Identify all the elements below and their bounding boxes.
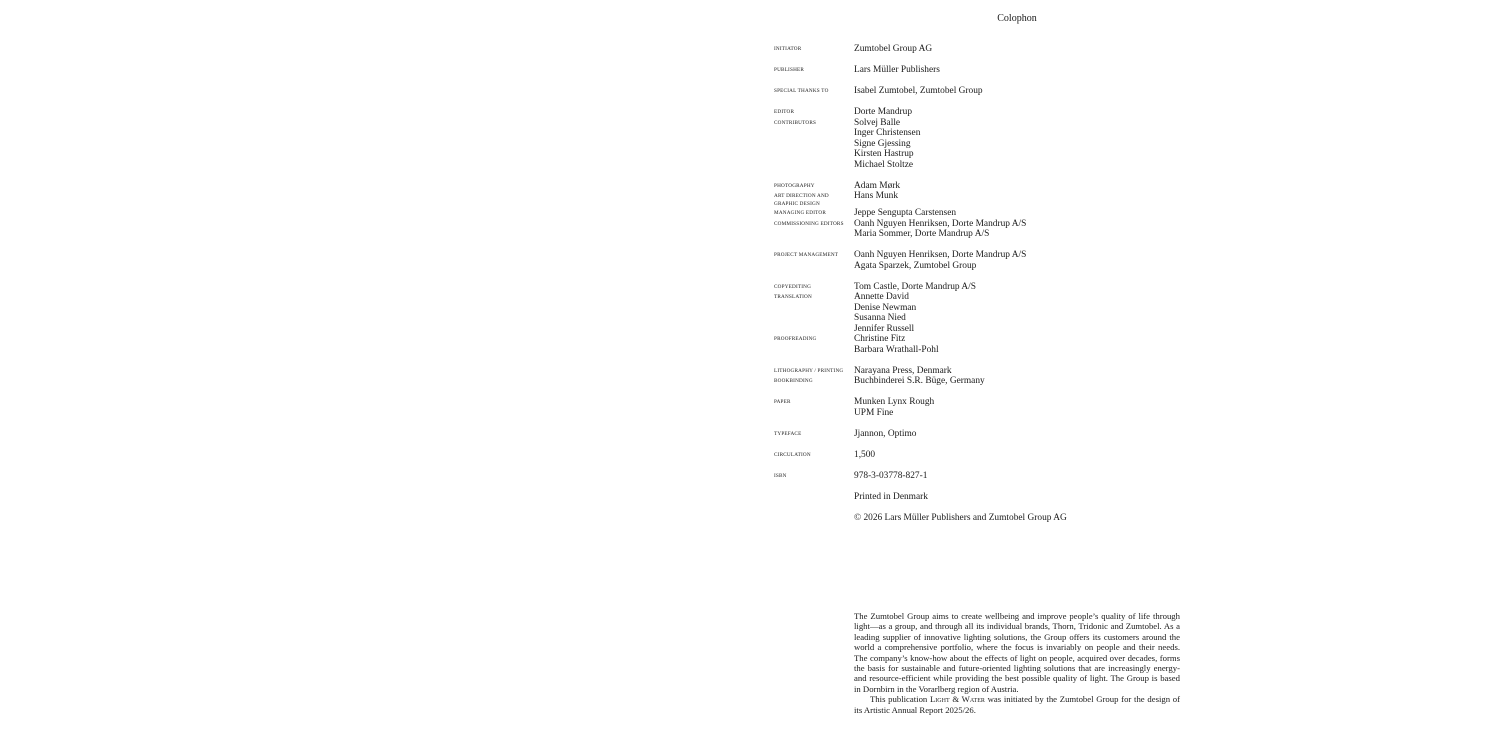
credit-name: 1,500 (854, 449, 876, 460)
credit-row (774, 250, 1194, 271)
credit-name: Oanh Nguyen Henriksen, Dorte Mandrup A/S (854, 250, 1027, 260)
credit-label: BOOKBINDING (774, 378, 813, 384)
credit-names (854, 250, 1194, 271)
credit-group (774, 107, 1194, 170)
credit-row (774, 366, 1194, 377)
credit-group (774, 86, 1194, 97)
credit-name: Jennifer Russell (854, 323, 915, 334)
credit-label: TRANSLATION (774, 294, 812, 300)
credit-name: Jjannon, Optimo (854, 428, 917, 439)
credit-label: PROJECT MANAGEMENT (774, 252, 839, 258)
credit-row (774, 282, 1194, 293)
about-paragraph (854, 694, 1180, 715)
credit-label: MANAGING EDITOR (774, 210, 827, 216)
credit-name: Zumtobel Group AG (854, 44, 933, 54)
credit-names (854, 44, 1194, 55)
credit-label: CIRCULATION (774, 451, 811, 458)
credit-names (854, 65, 1194, 76)
credit-label: EDITOR (774, 109, 795, 115)
credit-label: COMMISSIONING EDITORS (774, 220, 844, 227)
credit-group (774, 44, 1194, 55)
credit-row (774, 107, 1194, 118)
credit-name: Dorte Mandrup (854, 107, 913, 117)
credit-name: Narayana Press, Denmark (854, 365, 952, 376)
credit-name: Kirsten Hastrup (854, 149, 914, 159)
credit-names (854, 107, 1194, 118)
credit-row (774, 118, 1194, 171)
credit-names (854, 282, 1194, 293)
credit-group (774, 366, 1194, 387)
credit-names (854, 492, 1194, 503)
credit-names (854, 376, 1194, 387)
credit-name: Oanh Nguyen Henriksen, Dorte Mandrup A/S (854, 218, 1027, 229)
credit-name: Barbara Wrathall-Pohl (854, 344, 939, 355)
credit-row (774, 219, 1194, 240)
credit-name: Munken Lynx Rough (854, 397, 935, 407)
credit-names (854, 86, 1194, 97)
credit-group (774, 282, 1194, 356)
credit-names (854, 366, 1194, 377)
about-text (854, 611, 1180, 715)
credit-row (774, 191, 1194, 208)
credit-group (774, 450, 1194, 461)
credit-name: Maria Sommer, Dorte Mandrup A/S (854, 229, 990, 239)
credit-label: PHOTOGRAPHY (774, 182, 815, 189)
credit-row (774, 208, 1194, 219)
credit-row (774, 492, 1194, 503)
credit-row (774, 292, 1194, 334)
credit-names (854, 450, 1194, 461)
credit-name: Printed in Denmark (854, 491, 928, 502)
page-title: Colophon (997, 13, 1037, 24)
credit-name: Jeppe Sengupta Carstensen (854, 208, 957, 218)
credit-name: Michael Stoltze (854, 159, 914, 170)
credit-name: 978-3-03778-827-1 (854, 470, 928, 481)
credit-group (774, 65, 1194, 76)
credit-row (774, 44, 1194, 55)
credit-names (854, 181, 1194, 192)
credit-name: Inger Christensen (854, 128, 921, 138)
credit-row (774, 471, 1194, 482)
credit-label: SPECIAL THANKS TO (774, 88, 829, 94)
credit-row (774, 376, 1194, 387)
credit-name: Adam Mørk (854, 180, 901, 191)
about-paragraph: The Zumtobel Group aims to create wellbeing and improve people’s quality of life through light—as a group, and through all its individual brands, Thorn, Tridonic and Zumtobel. As a leading supplier of innovative lighting solutions, the Group offers its customers around the world a comprehensive portfolio, where the focus is invariably on people and their needs. The company’s know-how about the effects of light on people, acquired over decades, forms the basis for sustainable and future-oriented lighting solutions that are increasingly energy- and resource-efficient while providing the best possible quality of light. The Group is based in Dornbirn in the Vorarlberg region of Austria. (854, 611, 1180, 694)
credit-label: LITHOGRAPHY / PRINTING (774, 367, 844, 374)
credit-names (854, 471, 1194, 482)
credit-names (854, 191, 1194, 202)
credit-group (774, 429, 1194, 440)
about-text-run: This publication (870, 694, 930, 705)
credit-group (774, 250, 1194, 271)
credit-names (854, 397, 1194, 418)
credit-name: Christine Fitz (854, 334, 906, 344)
credit-row (774, 450, 1194, 461)
credit-label: ISBN (774, 472, 787, 479)
credit-row (774, 334, 1194, 355)
credit-group (774, 181, 1194, 240)
credit-label: INITIATOR (774, 46, 802, 52)
credit-group (774, 471, 1194, 482)
credit-name: Tom Castle, Dorte Mandrup A/S (854, 281, 976, 292)
credit-row (774, 429, 1194, 440)
credit-group (774, 492, 1194, 503)
credit-name: Susanna Nied (854, 313, 906, 323)
credit-label: PAPER (774, 399, 791, 405)
credit-name: UPM Fine (854, 407, 894, 418)
credit-name: Solvej Balle (854, 117, 901, 128)
credit-group (774, 397, 1194, 418)
credit-names (854, 513, 1194, 524)
credit-names (854, 118, 1194, 171)
credit-row (774, 86, 1194, 97)
credit-name: Isabel Zumtobel, Zumtobel Group (854, 86, 983, 96)
credit-names (854, 208, 1194, 219)
credit-names (854, 429, 1194, 440)
credit-name: Agata Sparzek, Zumtobel Group (854, 260, 977, 271)
about-text-run: was initiated by the Zumtobel Group for the design of its Artistic Annual Report 2025/26. (854, 694, 1181, 715)
credit-name: Annette David (854, 292, 909, 302)
credit-row (774, 513, 1194, 524)
credit-label: COPYEDITING (774, 283, 812, 290)
credit-name: Signe Gjessing (854, 138, 911, 149)
credit-label: TYPEFACE (774, 430, 802, 437)
credit-row (774, 181, 1194, 192)
credit-names (854, 292, 1194, 334)
credit-row (774, 397, 1194, 418)
credit-names (854, 219, 1194, 240)
credit-name: © 2026 Lars Müller Publishers and Zumtobel Group AG (854, 512, 1067, 523)
credit-label: CONTRIBUTORS (774, 119, 817, 126)
credit-group (774, 513, 1194, 524)
credit-label: PUBLISHER (774, 67, 805, 73)
credit-row (774, 65, 1194, 76)
credit-name: Buchbinderei S.R. Büge, Germany (854, 376, 985, 386)
credit-label: ART DIRECTION AND GRAPHIC DESIGN (774, 193, 829, 207)
credits-list (774, 44, 1194, 534)
credit-name: Denise Newman (854, 302, 917, 313)
credit-names (854, 334, 1194, 355)
credit-label: PROOFREADING (774, 336, 817, 342)
credit-name: Lars Müller Publishers (854, 65, 940, 75)
credit-name: Hans Munk (854, 191, 899, 201)
publication-title: Light & Water (929, 694, 985, 705)
